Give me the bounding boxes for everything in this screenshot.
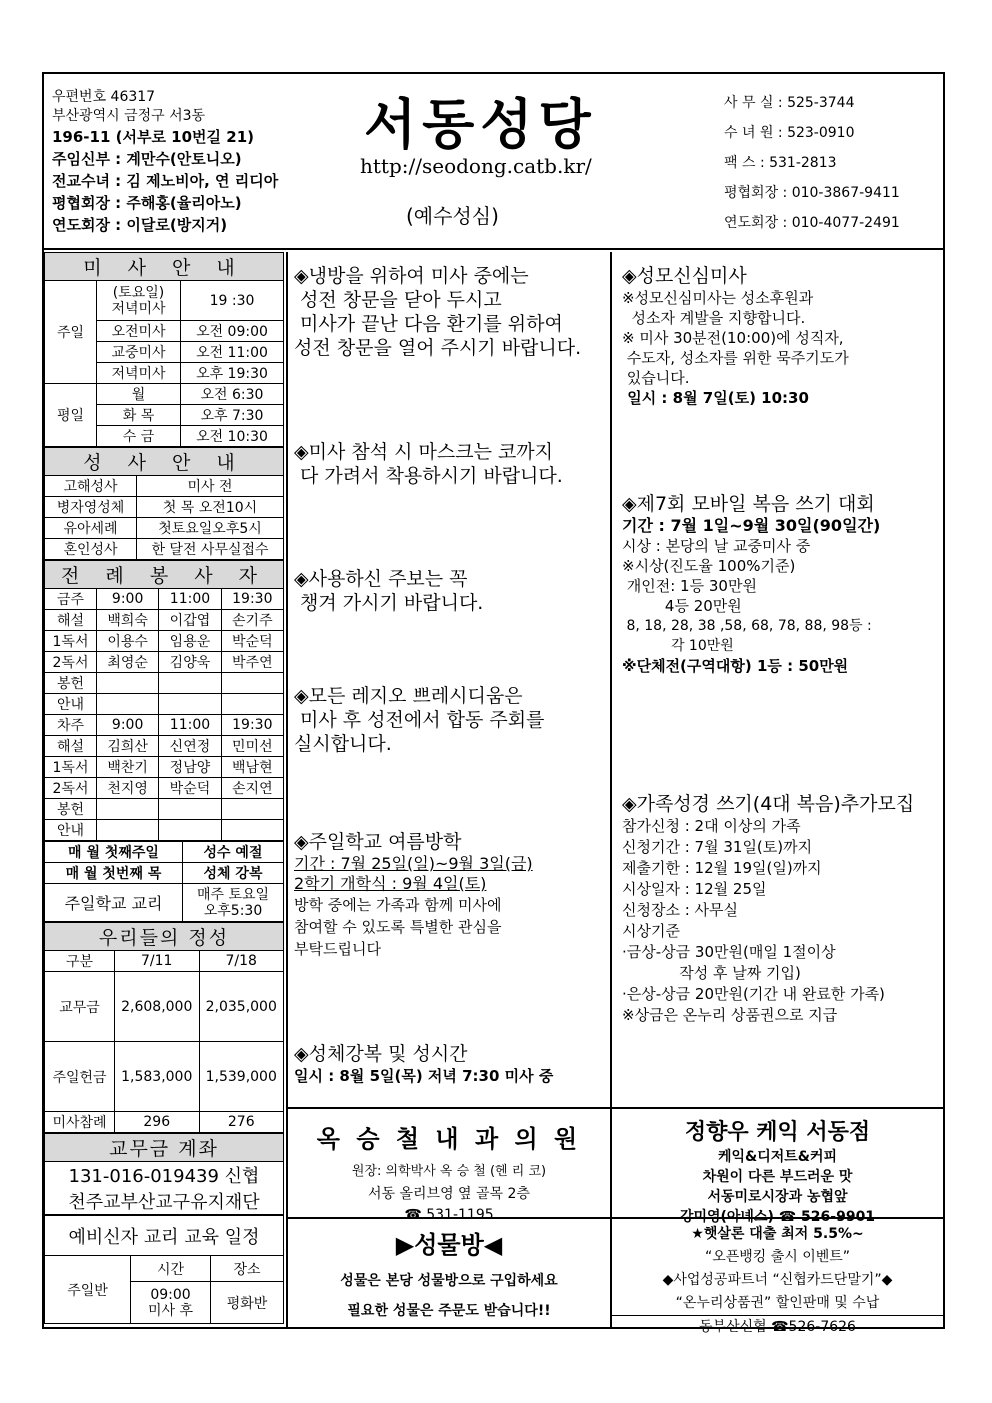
family-bible-line: 제출기한 : 12월 19일(일)까지 (622, 859, 822, 877)
mass-time: 오후 7:30 (181, 405, 284, 426)
contest-ranks: 8, 18, 28, 38 ,58, 68, 78, 88, 98등 : 각 10만원 (626, 618, 872, 654)
family-bible-line: ·은상-상금 20만원(기간 내 완료한 가족) (622, 985, 885, 1003)
servers-title: 전 례 봉 사 자 (45, 561, 284, 589)
mass-time: 오전 10:30 (181, 426, 284, 447)
place-head: 장소 (211, 1256, 284, 1282)
cake-slogan: 차원이 다른 부드러운 맛 (702, 1169, 853, 1185)
account-owner: 천주교부산교구유지재단 (45, 1188, 284, 1215)
sacrament-name: 혼인성사 (45, 539, 137, 560)
offering-head: 7/18 (199, 951, 284, 972)
mobile-gospel-contest (622, 492, 880, 676)
adoration-date: 일시 : 8월 5일(목) 저녁 7:30 미사 중 (294, 1067, 554, 1085)
credit-union-ad (610, 1217, 943, 1335)
school-opening (294, 874, 533, 894)
notice-bulletin: ◈사용하신 주보는 꼭 챙겨 가시기 바랍니다. (294, 568, 484, 614)
offering-head: 7/11 (115, 951, 200, 972)
mass-time: 오후 19:30 (181, 363, 284, 384)
cake-tagline: 케익&디저트&커피 (717, 1149, 838, 1165)
adoration-title: ◈성체강복 및 성시간 (294, 1043, 468, 1065)
server-name (159, 694, 221, 715)
family-bible-line: ·금상-상금 30만원(매일 1절이상 (622, 943, 836, 961)
sacrament-name: 고해성사 (45, 476, 137, 497)
sacrament-time: 첫토요일오후5시 (137, 518, 284, 539)
server-role: 2독서 (45, 652, 97, 673)
postal-code: 우편번호 46317 (52, 89, 156, 105)
school-note: 방학 중에는 가족과 함께 미사에 참여할 수 있도록 특별한 관심을 부탁드립니다 (294, 896, 502, 958)
server-name (221, 694, 283, 715)
mass-name: 월 (97, 384, 181, 405)
family-bible-line: 신청기간 : 7월 31일(토)까지 (622, 838, 813, 856)
school-opening-text: 2학기 개학식 : 9월 4일(토) (294, 874, 487, 893)
cake-name: 정향우 케익 서동점 (684, 1120, 871, 1145)
offering-value: 2,608,000 (115, 972, 200, 1042)
mass-title: 미 사 안 내 (45, 253, 284, 281)
server-role: 봉헌 (45, 673, 97, 694)
sacrament-time: 한 달전 사무실접수 (137, 539, 284, 560)
offering-value: 276 (199, 1112, 284, 1133)
mass-name: 수 금 (97, 426, 181, 447)
extra-label: 매 월 첫째주일 (45, 842, 183, 863)
marian-date: 일시 : 8월 7일(토) 10:30 (622, 389, 809, 407)
offering-title: 우리들의 정성 (45, 923, 284, 951)
server-name: 임용운 (159, 631, 221, 652)
middle-column (286, 252, 610, 1107)
address-line-1: 부산광역시 금정구 서3동 (52, 108, 206, 124)
bank-line-5: 동부산신협 ☎526-7626 (612, 1315, 943, 1336)
yeondo-head: 연도회장 : 이달로(방지거) (52, 216, 228, 234)
mass-name: (토요일) 저녁미사 (97, 281, 181, 321)
mass-name: 저녁미사 (97, 363, 181, 384)
cake-location: 서동미로시장과 농협앞 (707, 1189, 848, 1205)
family-bible-lines (622, 816, 914, 1026)
server-name (221, 673, 283, 694)
bank-line-1: ★햇살론 대출 최저 5.5%~ (691, 1226, 864, 1242)
extra-value: 성수 예절 (183, 842, 284, 863)
server-name: 손지연 (221, 778, 283, 799)
notice-school (294, 830, 533, 960)
servers-extra (44, 841, 284, 922)
family-bible-title: ◈가족성경 쓰기(4대 복음)추가모집 (622, 793, 915, 815)
sacrament-time: 첫 목 오전10시 (137, 497, 284, 518)
council-head: 평협회장 : 주해홍(율리아노) (52, 194, 242, 212)
family-bible-line: 시상기준 (622, 922, 680, 940)
offering-table (44, 922, 284, 1133)
clinic-phone: ☎ 531-1195 (404, 1207, 494, 1223)
sisters: 전교수녀 : 김 제노비아, 연 리디아 (52, 172, 279, 190)
server-role: 금주 (45, 589, 97, 610)
clinic-location: 서동 올리브영 옆 골목 2층 (368, 1186, 530, 1202)
server-role: 해설 (45, 610, 97, 631)
mass-name: 화 목 (97, 405, 181, 426)
mass-time: 오전 11:00 (181, 342, 284, 363)
family-bible-line: 참가신청 : 2대 이상의 가족 (622, 817, 801, 835)
family-bible-line: 신청장소 : 사무실 (622, 901, 739, 919)
server-name: 민미선 (221, 736, 283, 757)
extra-value: 성체 강복 (183, 863, 284, 884)
sacrament-time: 미사 전 (137, 476, 284, 497)
church-info (52, 88, 278, 236)
catechumen-title: 예비신자 교리 교육 일정 (45, 1216, 284, 1256)
mass-table (44, 252, 284, 447)
server-name: 신연정 (159, 736, 221, 757)
server-name: 이용수 (97, 631, 159, 652)
catechumen-table (44, 1215, 284, 1324)
account-number: 131-016-019439 신협 (45, 1162, 284, 1189)
school-title: ◈주일학교 여름방학 (294, 831, 462, 853)
bank-line-4: “온누리상품권” 할인판매 및 수납 (675, 1295, 880, 1311)
right-column (610, 252, 943, 1107)
clinic-ad (286, 1107, 610, 1223)
pastor: 주임신부 : 계만수(안토니오) (52, 150, 242, 168)
marian-rosary: ※ 미사 30분전(10:00)에 성직자, 수도자, 성소자를 위한 묵주기도가 있습니다. (622, 329, 849, 387)
notice-legio: ◈모든 레지오 쁘레시디움은 미사 후 성전에서 합동 주회를 실시합니다. (294, 685, 545, 755)
server-name (97, 694, 159, 715)
cake-ad (610, 1107, 943, 1225)
mass-time: 오전 09:00 (181, 321, 284, 342)
bank-line-2: “오픈뱅킹 출시 이벤트” (704, 1249, 851, 1265)
server-name: 박순덕 (221, 631, 283, 652)
server-name: 백희숙 (97, 610, 159, 631)
catechumen-label: 주일반 (45, 1256, 131, 1324)
server-role: 안내 (45, 820, 97, 841)
fax: 팩 스 : 531-2813 (724, 155, 837, 171)
bulletin-frame (42, 72, 945, 1335)
contest-title: ◈제7회 모바일 복음 쓰기 대회 (622, 493, 875, 515)
server-name: 9:00 (97, 589, 159, 610)
contest-award: 시상 : 본당의 날 교중미사 중 (622, 537, 811, 555)
server-role: 차주 (45, 715, 97, 736)
clinic-name: 옥 승 철 내 과 의 원 (316, 1125, 582, 1153)
account-table (44, 1133, 284, 1215)
shop-line-2: 필요한 성물은 주문도 받습니다!! (347, 1303, 551, 1319)
school-time: 매주 토요일 오후5:30 (183, 884, 284, 922)
feast-subtitle: (예수성심) (406, 204, 499, 228)
server-name: 김희산 (97, 736, 159, 757)
offering-label: 교무금 (45, 972, 115, 1042)
weekday-label: 평일 (45, 384, 97, 447)
sacrament-table (44, 447, 284, 560)
server-name: 정남양 (159, 757, 221, 778)
server-name: 19:30 (221, 589, 283, 610)
server-name: 11:00 (159, 589, 221, 610)
notice-aircon: ◈냉방을 위하여 미사 중에는 성전 창문을 닫아 두시고 미사가 끝난 다음 환기를 위하여 성전 창문을 열어 주시기 바랍니다. (294, 265, 582, 359)
family-bible (622, 792, 914, 1026)
server-name: 최영순 (97, 652, 159, 673)
marian-title: ◈성모신심미사 (622, 265, 747, 287)
catechumen-time: 09:00 미사 후 (131, 1282, 211, 1324)
contacts (724, 88, 900, 238)
contest-individual: 개인전: 1등 30만원 4등 20만원 (626, 577, 757, 615)
mass-time: 19 :30 (181, 281, 284, 321)
server-role: 1독서 (45, 631, 97, 652)
server-name: 박주연 (221, 652, 283, 673)
offering-value: 296 (115, 1112, 200, 1133)
cake-contact: 강미영(아녜스) ☎ 526-9901 (679, 1209, 876, 1225)
server-role: 2독서 (45, 778, 97, 799)
yeondo-phone: 연도회장 : 010-4077-2491 (724, 215, 900, 231)
council-phone: 평협회장 : 010-3867-9411 (724, 185, 900, 201)
server-name (159, 820, 221, 841)
offering-value: 1,583,000 (115, 1042, 200, 1112)
mass-time: 오전 6:30 (181, 384, 284, 405)
marian-body: ※성모신심미사는 성소후원과 성소자 계발을 지향합니다. (622, 289, 814, 327)
sacrament-name: 병자영성체 (45, 497, 137, 518)
server-name (97, 673, 159, 694)
server-name (221, 799, 283, 820)
time-head: 시간 (131, 1256, 211, 1282)
church-url[interactable]: http://seodong.catb.kr/ (360, 154, 592, 178)
bank-line-3: ◆사업성공파트너 “신협카드단말기”◆ (662, 1272, 893, 1288)
notice-mask: ◈미사 참석 시 마스크는 코까지 다 가려서 착용하시기 바랍니다. (294, 441, 563, 487)
mass-name: 오전미사 (97, 321, 181, 342)
church-title: 서동성당 (364, 93, 597, 156)
convent-phone: 수 녀 원 : 523-0910 (724, 125, 855, 141)
server-name: 천지영 (97, 778, 159, 799)
server-name: 백찬기 (97, 757, 159, 778)
server-name: 김양욱 (159, 652, 221, 673)
contest-group: ※단체전(구역대항) 1등 : 50만원 (622, 657, 849, 675)
shop-name: ▶성물방◀ (395, 1231, 503, 1259)
mass-name: 교중미사 (97, 342, 181, 363)
school-period (294, 854, 533, 874)
sunday-label: 주일 (45, 281, 97, 384)
contest-period: 기간 : 7월 1일~9월 30일(90일간) (622, 516, 881, 535)
server-role: 봉헌 (45, 799, 97, 820)
server-role: 1독서 (45, 757, 97, 778)
address-line-2: 196-11 (서부로 10번길 21) (52, 128, 254, 146)
server-name (97, 820, 159, 841)
server-name (159, 799, 221, 820)
shop-line-1: 성물은 본당 성물방으로 구입하세요 (340, 1273, 558, 1289)
notice-adoration (294, 1042, 553, 1086)
offering-label: 주일헌금 (45, 1042, 115, 1112)
shop-ad (286, 1217, 610, 1327)
server-role: 안내 (45, 694, 97, 715)
server-name: 박순덕 (159, 778, 221, 799)
school-label: 주일학교 교리 (45, 884, 183, 922)
sacrament-name: 유아세례 (45, 518, 137, 539)
offering-value: 2,035,000 (199, 972, 284, 1042)
server-name: 11:00 (159, 715, 221, 736)
family-bible-line: ※상금은 온누리 상품권으로 지급 (622, 1006, 838, 1024)
server-role: 해설 (45, 736, 97, 757)
server-name (221, 820, 283, 841)
catechumen-place: 평화반 (211, 1282, 284, 1324)
sacrament-title: 성 사 안 내 (45, 448, 284, 476)
server-name: 9:00 (97, 715, 159, 736)
offering-head: 구분 (45, 951, 115, 972)
extra-label: 매 월 첫번째 목 (45, 863, 183, 884)
offering-label: 미사참례 (45, 1112, 115, 1133)
office-phone: 사 무 실 : 525-3744 (724, 95, 855, 111)
clinic-director: 원장: 의학박사 옥 승 철 (헨 리 코) (351, 1164, 547, 1179)
server-name: 이갑엽 (159, 610, 221, 631)
server-name (97, 799, 159, 820)
server-name: 손기주 (221, 610, 283, 631)
offering-value: 1,539,000 (199, 1042, 284, 1112)
account-title: 교무금 계좌 (45, 1134, 284, 1162)
server-name: 19:30 (221, 715, 283, 736)
marian-mass (622, 264, 849, 408)
servers-table (44, 560, 284, 841)
server-name (159, 673, 221, 694)
server-name: 백남현 (221, 757, 283, 778)
school-period-text: 기간 : 7월 25일(일)~9월 3일(금) (294, 854, 533, 873)
contest-award-basis: ※시상(진도율 100%기준) (622, 557, 796, 575)
family-bible-line: 시상일자 : 12월 25일 (622, 880, 767, 898)
family-bible-line: 작성 후 날짜 기입) (622, 964, 801, 982)
header (44, 74, 943, 250)
left-column (44, 252, 284, 1324)
